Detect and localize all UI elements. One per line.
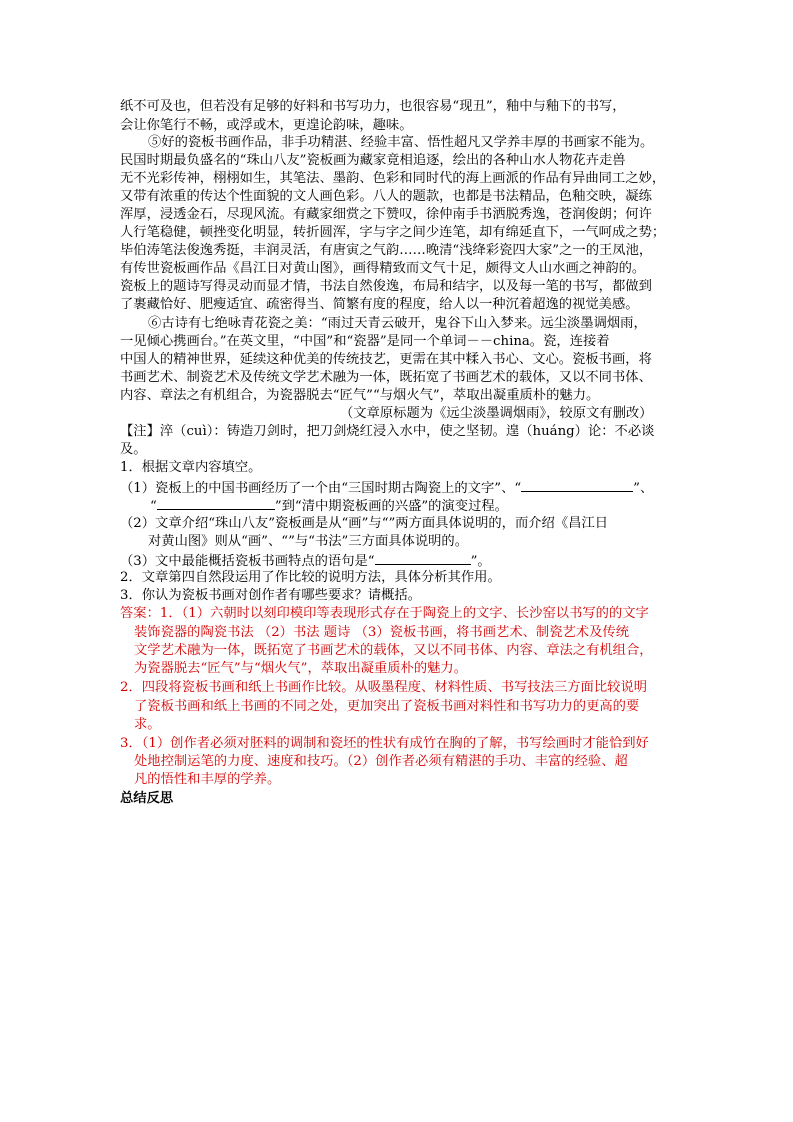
answer-line: 了瓷板书画和纸上书画的不同之处，更加突出了瓷板书画对料性和书写功力的更高的要 <box>134 699 640 714</box>
question-1-2-cont: 对黄山图》则从“画”、“”与“书法”三方面具体说明的。 <box>148 534 469 549</box>
passage-line: 了裹藏恰好、肥瘦适宜、疏密得当、简繁有度的程度，给人以一种沉着超逸的视觉美感。 <box>120 297 639 312</box>
passage-line: 民国时期最负盛名的“珠山八友”瓷板画为藏家竟相追逐，绘出的各种山水人物花卉走兽 <box>120 153 626 168</box>
question-text: “ <box>150 499 157 514</box>
passage-line: 一见倾心携画台。”在英文里，“中国”和“瓷器”是同一个单词－－china。瓷，连接着 <box>120 334 610 349</box>
question-text: （3）文中最能概括瓷板书画特点的语句是“ <box>120 554 375 569</box>
passage-line: 中国人的精神世界，延续这种优美的传统技艺，更需在其中糅入书心、文心。瓷板书画，将 <box>120 352 652 367</box>
question-text: ”到“清中期瓷板画的兴盛”的演变过程。 <box>274 499 508 514</box>
question-text: ”。 <box>470 554 491 569</box>
question-2: 2．文章第四自然段运用了作比较的说明方法，具体分析其作用。 <box>120 570 501 585</box>
passage-line: 有传世瓷板画作品《昌江日对黄山图》，画得精致而文气十足，颇得文人山水画之神韵的。 <box>120 261 646 276</box>
answer-line: 2．四段将瓷板书画和纸上书画作比较。从吸墨程度、材料性质、书写技法三方面比较说明 <box>120 680 648 695</box>
summary-heading: 总结反思 <box>120 791 174 806</box>
question-3: 3．你认为瓷板书画对创作者有哪些要求？请概括。 <box>120 588 421 603</box>
passage-line: 无不光彩传神，栩栩如生，其笔法、墨韵、色彩和同时代的海上画派的作品有异曲同工之妙， <box>120 171 666 186</box>
question-text: （1）瓷板上的中国书画经历了一个由“三国时期古陶瓷上的文字”、“ <box>120 481 522 496</box>
passage-line: 又带有浓重的传达个性面貌的文人画色彩。八人的题款，也都是书法精品，色釉交映，凝练 <box>120 189 652 204</box>
passage-line: 书画艺术、制瓷艺术及传统文学艺术融为一体，既拓宽了书画艺术的载体，又以不同书体、 <box>120 370 652 385</box>
passage-line: 纸不可及也，但若没有足够的好料和书写功力，也很容易“现丑”，釉中与釉下的书写， <box>120 99 626 114</box>
answer-line: 为瓷器脱去“匠气”与“烟火气”，萃取出凝重质朴的魅力。 <box>134 661 468 676</box>
answer-line: 3．（1）创作者必须对胚料的调制和瓷坯的性状有成竹在胸的了解，书写绘画时才能恰到好 <box>120 736 649 751</box>
passage-line: ⑤好的瓷板书画作品，非手功精湛、经验丰富、悟性超凡又学养丰厚的书画家不能为。 <box>148 135 654 150</box>
answer-blank[interactable] <box>375 550 471 565</box>
passage-line: ⑥古诗有七绝咏青花瓷之美：“雨过天青云破开，鬼谷下山入梦来。远尘淡墨调烟雨， <box>148 316 647 331</box>
passage-line: 会让你笔行不畅，或浮或木，更遑论韵味，趣味。 <box>120 118 413 133</box>
note-line: 【注】淬（cuì）：铸造刀剑时，把刀剑烧红浸入水中，使之坚韧。遑（huáng）论：不必谈 <box>120 424 655 439</box>
answer-line: 答案：1．（1）六朝时以刻印模印等表现形式存在于陶瓷上的文字、长沙窑以书写的的文字 <box>120 606 649 621</box>
answer-line: 装饰瓷器的陶瓷书法 （2）书法 题诗 （3）瓷板书画，将书画艺术、制瓷艺术及传统 <box>134 625 629 640</box>
answer-blank[interactable] <box>157 495 275 510</box>
question-1-1-cont <box>150 495 508 516</box>
note-line: 及。 <box>120 442 147 457</box>
passage-line: 内容、章法之有机组合，为瓷器脱去“匠气”“与烟火气”，萃取出凝重质朴的魅力。 <box>120 388 600 403</box>
passage-line: 毕伯涛笔法俊逸秀挺，丰润灵活，有唐寅之气韵……晚清“浅绛彩瓷四大家”之一的王凤池， <box>120 243 653 258</box>
answer-line: 处地控制运笔的力度、速度和技巧。（2）创作者必须有精湛的手功、丰富的经验、超 <box>134 754 628 769</box>
answer-line: 文学艺术融为一体，既拓宽了书画艺术的载体，又以不同书体、内容、章法之有机组合， <box>134 643 653 658</box>
passage-line: 瓷板上的题诗写得灵动而显才情，书法自然俊逸，布局和结字，以及每一笔的书写，都做到 <box>120 279 652 294</box>
passage-line: 浑厚，浸透金石，尽现风流。有藏家细赏之下赞叹，徐仲南手书洒脱秀逸，苍润俊朗；何许 <box>120 207 652 222</box>
question-1: 1．根据文章内容填空。 <box>120 460 262 475</box>
passage-line: 人行笔稳健，顿挫变化明显，转折圆浑，字与字之间少连笔，却有绵延直下，一气呵成之势； <box>120 225 666 240</box>
answer-blank[interactable] <box>521 477 633 492</box>
question-text: ”、 <box>633 481 654 496</box>
source-note: （文章原标题为《远尘淡墨调烟雨》，较原文有删改） <box>340 406 653 421</box>
answer-line: 求。 <box>134 717 161 732</box>
question-1-2: （2）文章介绍“珠山八友”瓷板画是从“画”与“”两方面具体说明的，而介绍《昌江日 <box>120 516 609 531</box>
answer-line: 凡的悟性和丰厚的学养。 <box>134 772 281 787</box>
